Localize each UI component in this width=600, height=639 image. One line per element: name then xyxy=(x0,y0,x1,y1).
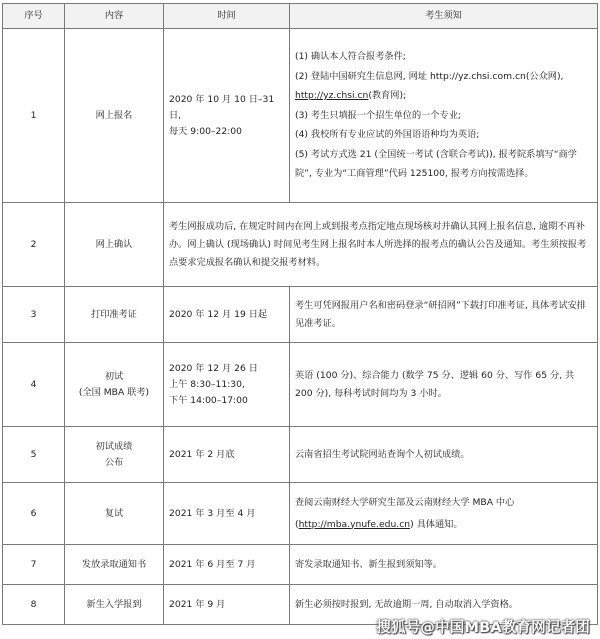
row-time: 2021 年 9 月 xyxy=(164,585,290,625)
notice-item-text: (2) 登陆中国研究生信息网, 网址 http://yz.chsi.com.cn(公众网), xyxy=(295,70,564,82)
row-item: 网上确认 xyxy=(65,203,164,287)
row-index: 5 xyxy=(3,427,65,483)
table-row xyxy=(3,483,598,545)
notice-text: 查阅云南财经大学研究生部及云南财经大学 MBA 中心 ( xyxy=(295,496,515,530)
notice-list xyxy=(295,47,592,184)
notice-item xyxy=(295,47,592,67)
row-item: 发放录取通知书 xyxy=(65,545,164,585)
notice-item xyxy=(295,125,592,145)
row-item: 新生入学报到 xyxy=(65,585,164,625)
table-row xyxy=(3,29,598,203)
header-index: 序号 xyxy=(3,4,65,29)
item-line: 初试成绩 xyxy=(95,440,133,452)
header-notice: 考生须知 xyxy=(290,4,598,29)
notice-item xyxy=(295,106,592,126)
row-item: 复试 xyxy=(65,483,164,545)
row-time xyxy=(164,343,290,427)
time-line: 2020 年 10 月 10 日–31 日, xyxy=(169,93,275,121)
edu-network-link[interactable]: http://yz.chsi.cn xyxy=(295,90,369,102)
time-line: 上午 8:30–11:30, xyxy=(169,378,245,390)
row-time: 2021 年 6 月至 7 月 xyxy=(164,545,290,585)
row-notice xyxy=(290,483,598,545)
row-index: 3 xyxy=(3,287,65,343)
row-merged-notice: 考生网报成功后, 在规定时间内在网上或到报考点指定地点现场核对并确认其网上报名信息, 逾期不再补办。网上确认 (现场确认) 时间见考生网上报名时本人所选择的报考点的确认公告及通知。考生须按报考点要求完成报名确认和提交报考材料。 xyxy=(164,203,598,287)
table-header-row xyxy=(3,4,598,29)
notice-item-text: (5) 考试方式选 21 (全国统一考试 (含联合考试)), 报考院系填写“商学院”, 专业为“工商管理”代码 125100, 报考方向按需选择。 xyxy=(295,148,577,180)
row-time: 2020 年 12 月 19 日起 xyxy=(164,287,290,343)
row-notice: 英语 (100 分)、综合能力 (数学 75 分、逻辑 60 分、写作 65 分, 共 200 分), 每科考试时间均为 3 小时。 xyxy=(290,343,598,427)
row-index: 1 xyxy=(3,29,65,203)
row-notice: 新生必须按时报到, 无故逾期一周, 自动取消入学资格。 xyxy=(290,585,598,625)
watermark-text: 搜狐号@中国MBA教育网记者团 xyxy=(376,620,590,636)
row-item: 网上报名 xyxy=(65,29,164,203)
notice-item-text: (教育网); xyxy=(368,90,407,102)
notice-item xyxy=(295,67,592,87)
time-line: 每天 9:00–22:00 xyxy=(169,125,242,137)
mba-center-link[interactable]: http://mba.ynufe.edu.cn xyxy=(298,518,411,530)
row-item xyxy=(65,343,164,427)
row-notice: 云南省招生考试院网站查询个人初试成绩。 xyxy=(290,427,598,483)
table-row xyxy=(3,427,598,483)
row-index: 8 xyxy=(3,585,65,625)
row-notice xyxy=(290,29,598,203)
table-row xyxy=(3,287,598,343)
time-line: 2020 年 12 月 26 日 xyxy=(169,362,258,374)
row-notice: 寄发录取通知书、新生报到须知等。 xyxy=(290,545,598,585)
notice-item-text: (4) 我校所有专业应试的外国语语种均为英语; xyxy=(295,129,480,141)
notice-item xyxy=(295,145,592,184)
row-time: 2021 年 3 月至 4 月 xyxy=(164,483,290,545)
row-notice: 考生可凭网报用户名和密码登录“研招网”下载打印准考证, 具体考试安排见准考证。 xyxy=(290,287,598,343)
notice-item xyxy=(295,86,592,106)
header-item: 内容 xyxy=(65,4,164,29)
row-item: 打印准考证 xyxy=(65,287,164,343)
table-row xyxy=(3,545,598,585)
table-row xyxy=(3,343,598,427)
header-time: 时间 xyxy=(164,4,290,29)
row-index: 2 xyxy=(3,203,65,287)
table-row xyxy=(3,585,598,625)
table-row xyxy=(3,203,598,287)
row-time xyxy=(164,29,290,203)
row-item xyxy=(65,427,164,483)
item-line: 初试 xyxy=(104,370,124,382)
notice-item-text: (3) 考生只填报一个招生单位的一个专业; xyxy=(295,109,462,121)
time-line: 下午 14:00–17:00 xyxy=(169,394,248,406)
admission-schedule-table xyxy=(2,3,598,625)
row-time: 2021 年 2 月底 xyxy=(164,427,290,483)
notice-item-text: (1) 确认本人符合报考条件; xyxy=(295,51,406,63)
item-line: (全国 MBA 联考) xyxy=(78,386,150,398)
notice-text: ) 具体通知。 xyxy=(410,518,463,530)
row-index: 7 xyxy=(3,545,65,585)
row-index: 6 xyxy=(3,483,65,545)
item-line: 公布 xyxy=(104,456,124,468)
row-index: 4 xyxy=(3,343,65,427)
